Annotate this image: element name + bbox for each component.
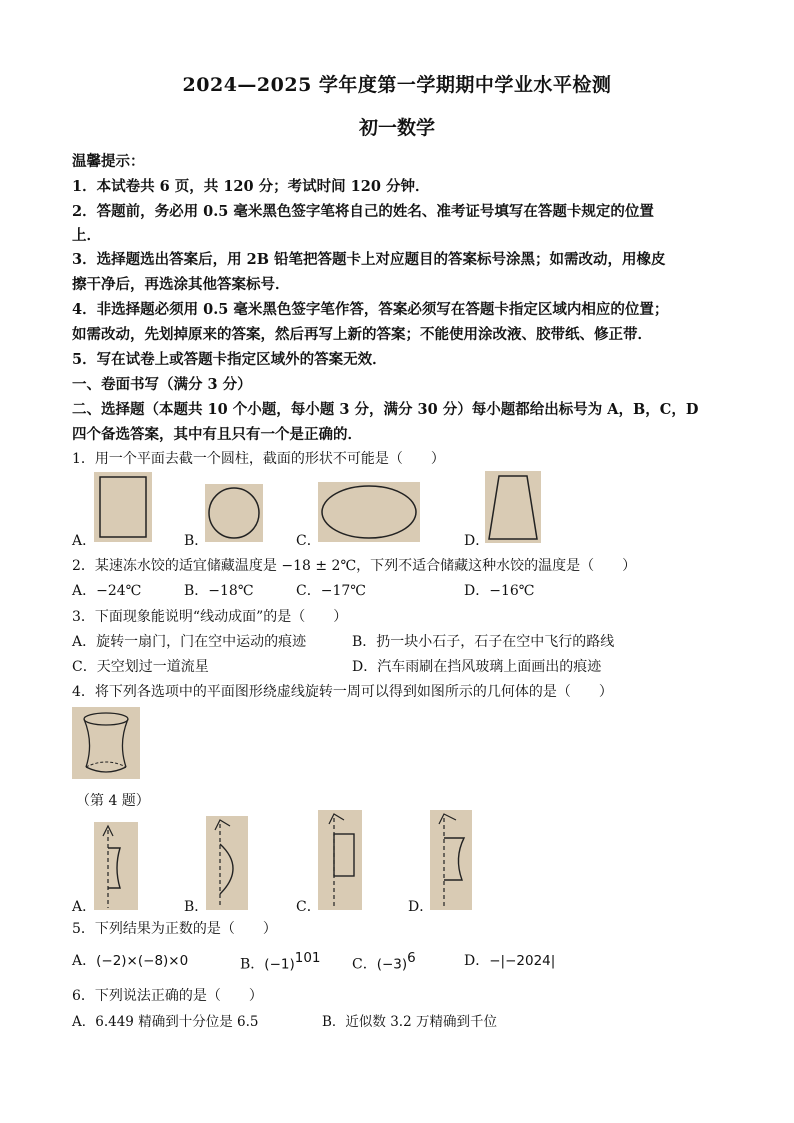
curved-shape-icon — [430, 810, 472, 910]
notice-line: 如需改动，先划掉原来的答案，然后再写上新的答案；不能使用涂改液、胶带纸、修正带． — [72, 326, 652, 343]
q2-stem: 2．某速冻水饺的适宜储藏温度是 −18 ± 2℃，下列不适合储藏这种水饺的温度是（ ） — [72, 558, 637, 574]
notice-line: 上． — [72, 227, 101, 244]
section-2-heading-cont: 四个备选答案，其中有且只有一个是正确的． — [72, 426, 362, 443]
section-2-heading: 二、选择题（本题共 10 个小题，每小题 3 分，满分 30 分）每小题都给出标号为 A，B，C，D — [72, 401, 699, 418]
semicircle-shape-icon — [206, 816, 248, 910]
notice-line: 4．非选择题必须用 0.5 毫米黑色签字笔作答，答案必须写在答题卡指定区域内相应的位置； — [72, 301, 669, 318]
q6-option-b: B．近似数 3.2 万精确到千位 — [322, 1014, 497, 1030]
concave-shape-icon — [94, 822, 138, 910]
q2-option-d: D．−16℃ — [464, 583, 535, 599]
q5-option-b: B．$(-1)^{101}$ — [240, 950, 321, 973]
q3-option-b: B．扔一块小石子，石子在空中飞行的路线 — [352, 634, 615, 650]
q4-label-a: A． — [72, 899, 97, 915]
q4-option-b-image — [206, 816, 248, 910]
notice-line: 擦干净后，再选涂其他答案标号． — [72, 276, 290, 293]
q4-option-d-image — [430, 810, 472, 910]
section-1-heading: 一、卷面书写（满分 3 分） — [72, 376, 252, 393]
q4-figure — [72, 707, 140, 779]
ellipse-icon — [318, 482, 420, 542]
q1-label-d: D． — [464, 533, 490, 549]
notice-line: 5．写在试卷上或答题卡指定区域外的答案无效． — [72, 351, 387, 368]
circle-icon — [205, 484, 263, 542]
q4-label-c: C． — [296, 899, 321, 915]
q1-label-a: A． — [72, 533, 97, 549]
notice-line: 1．本试卷共 6 页，共 120 分；考试时间 120 分钟． — [72, 178, 430, 195]
q1-stem: 1．用一个平面去截一个圆柱，截面的形状不可能是（ ） — [72, 451, 445, 467]
q3-option-a: A．旋转一扇门，门在空中运动的痕迹 — [72, 634, 307, 650]
q3-option-d: D．汽车雨刷在挡风玻璃上面画出的痕迹 — [352, 659, 602, 675]
q1-option-a-image — [94, 472, 152, 542]
q4-caption: （第 4 题） — [76, 793, 150, 809]
q5-stem: 5．下列结果为正数的是（ ） — [72, 921, 277, 937]
notice-line: 3．选择题选出答案后，用 2B 铅笔把答题卡上对应题目的答案标号涂黑；如需改动，用橡皮 — [72, 251, 666, 268]
q3-stem: 3．下面现象能说明“线动成面”的是（ ） — [72, 609, 348, 625]
q2-option-a: A．−24℃ — [72, 583, 142, 599]
q1-option-d-image — [485, 471, 541, 543]
subject-title: 初一数学 — [358, 117, 435, 139]
q6-option-a: A．6.449 精确到十分位是 6.5 — [72, 1014, 259, 1030]
q4-label-d: D． — [408, 899, 434, 915]
hyperboloid-icon — [72, 707, 140, 779]
q5-option-d: D．−|−2024| — [464, 953, 556, 969]
q5-option-a: A．(−2)×(−8)×0 — [72, 953, 189, 969]
exam-title: 2024—2025 学年度第一学期期中学业水平检测 — [182, 74, 612, 96]
q1-label-b: B． — [184, 533, 209, 549]
notice-heading: 温馨提示： — [72, 153, 145, 170]
q2-option-c: C．−17℃ — [296, 583, 366, 599]
q1-option-b-image — [205, 484, 263, 542]
q3-option-c: C．天空划过一道流星 — [72, 659, 209, 675]
q1-option-c-image — [318, 482, 420, 542]
q6-stem: 6．下列说法正确的是（ ） — [72, 988, 263, 1004]
rectangle-icon — [94, 472, 152, 542]
rectangle-shape-icon — [318, 810, 362, 910]
q4-stem: 4．将下列各选项中的平面图形绕虚线旋转一周可以得到如图所示的几何体的是（ ） — [72, 684, 613, 700]
q1-label-c: C． — [296, 533, 321, 549]
q4-option-a-image — [94, 822, 138, 910]
q5-option-c: C．$(-3)^6$ — [352, 950, 416, 973]
trapezoid-icon — [485, 471, 541, 543]
q4-label-b: B． — [184, 899, 209, 915]
notice-line: 2．答题前，务必用 0.5 毫米黑色签字笔将自己的姓名、准考证号填写在答题卡规定的位置 — [72, 203, 654, 220]
q4-option-c-image — [318, 810, 362, 910]
q2-option-b: B．−18℃ — [184, 583, 254, 599]
